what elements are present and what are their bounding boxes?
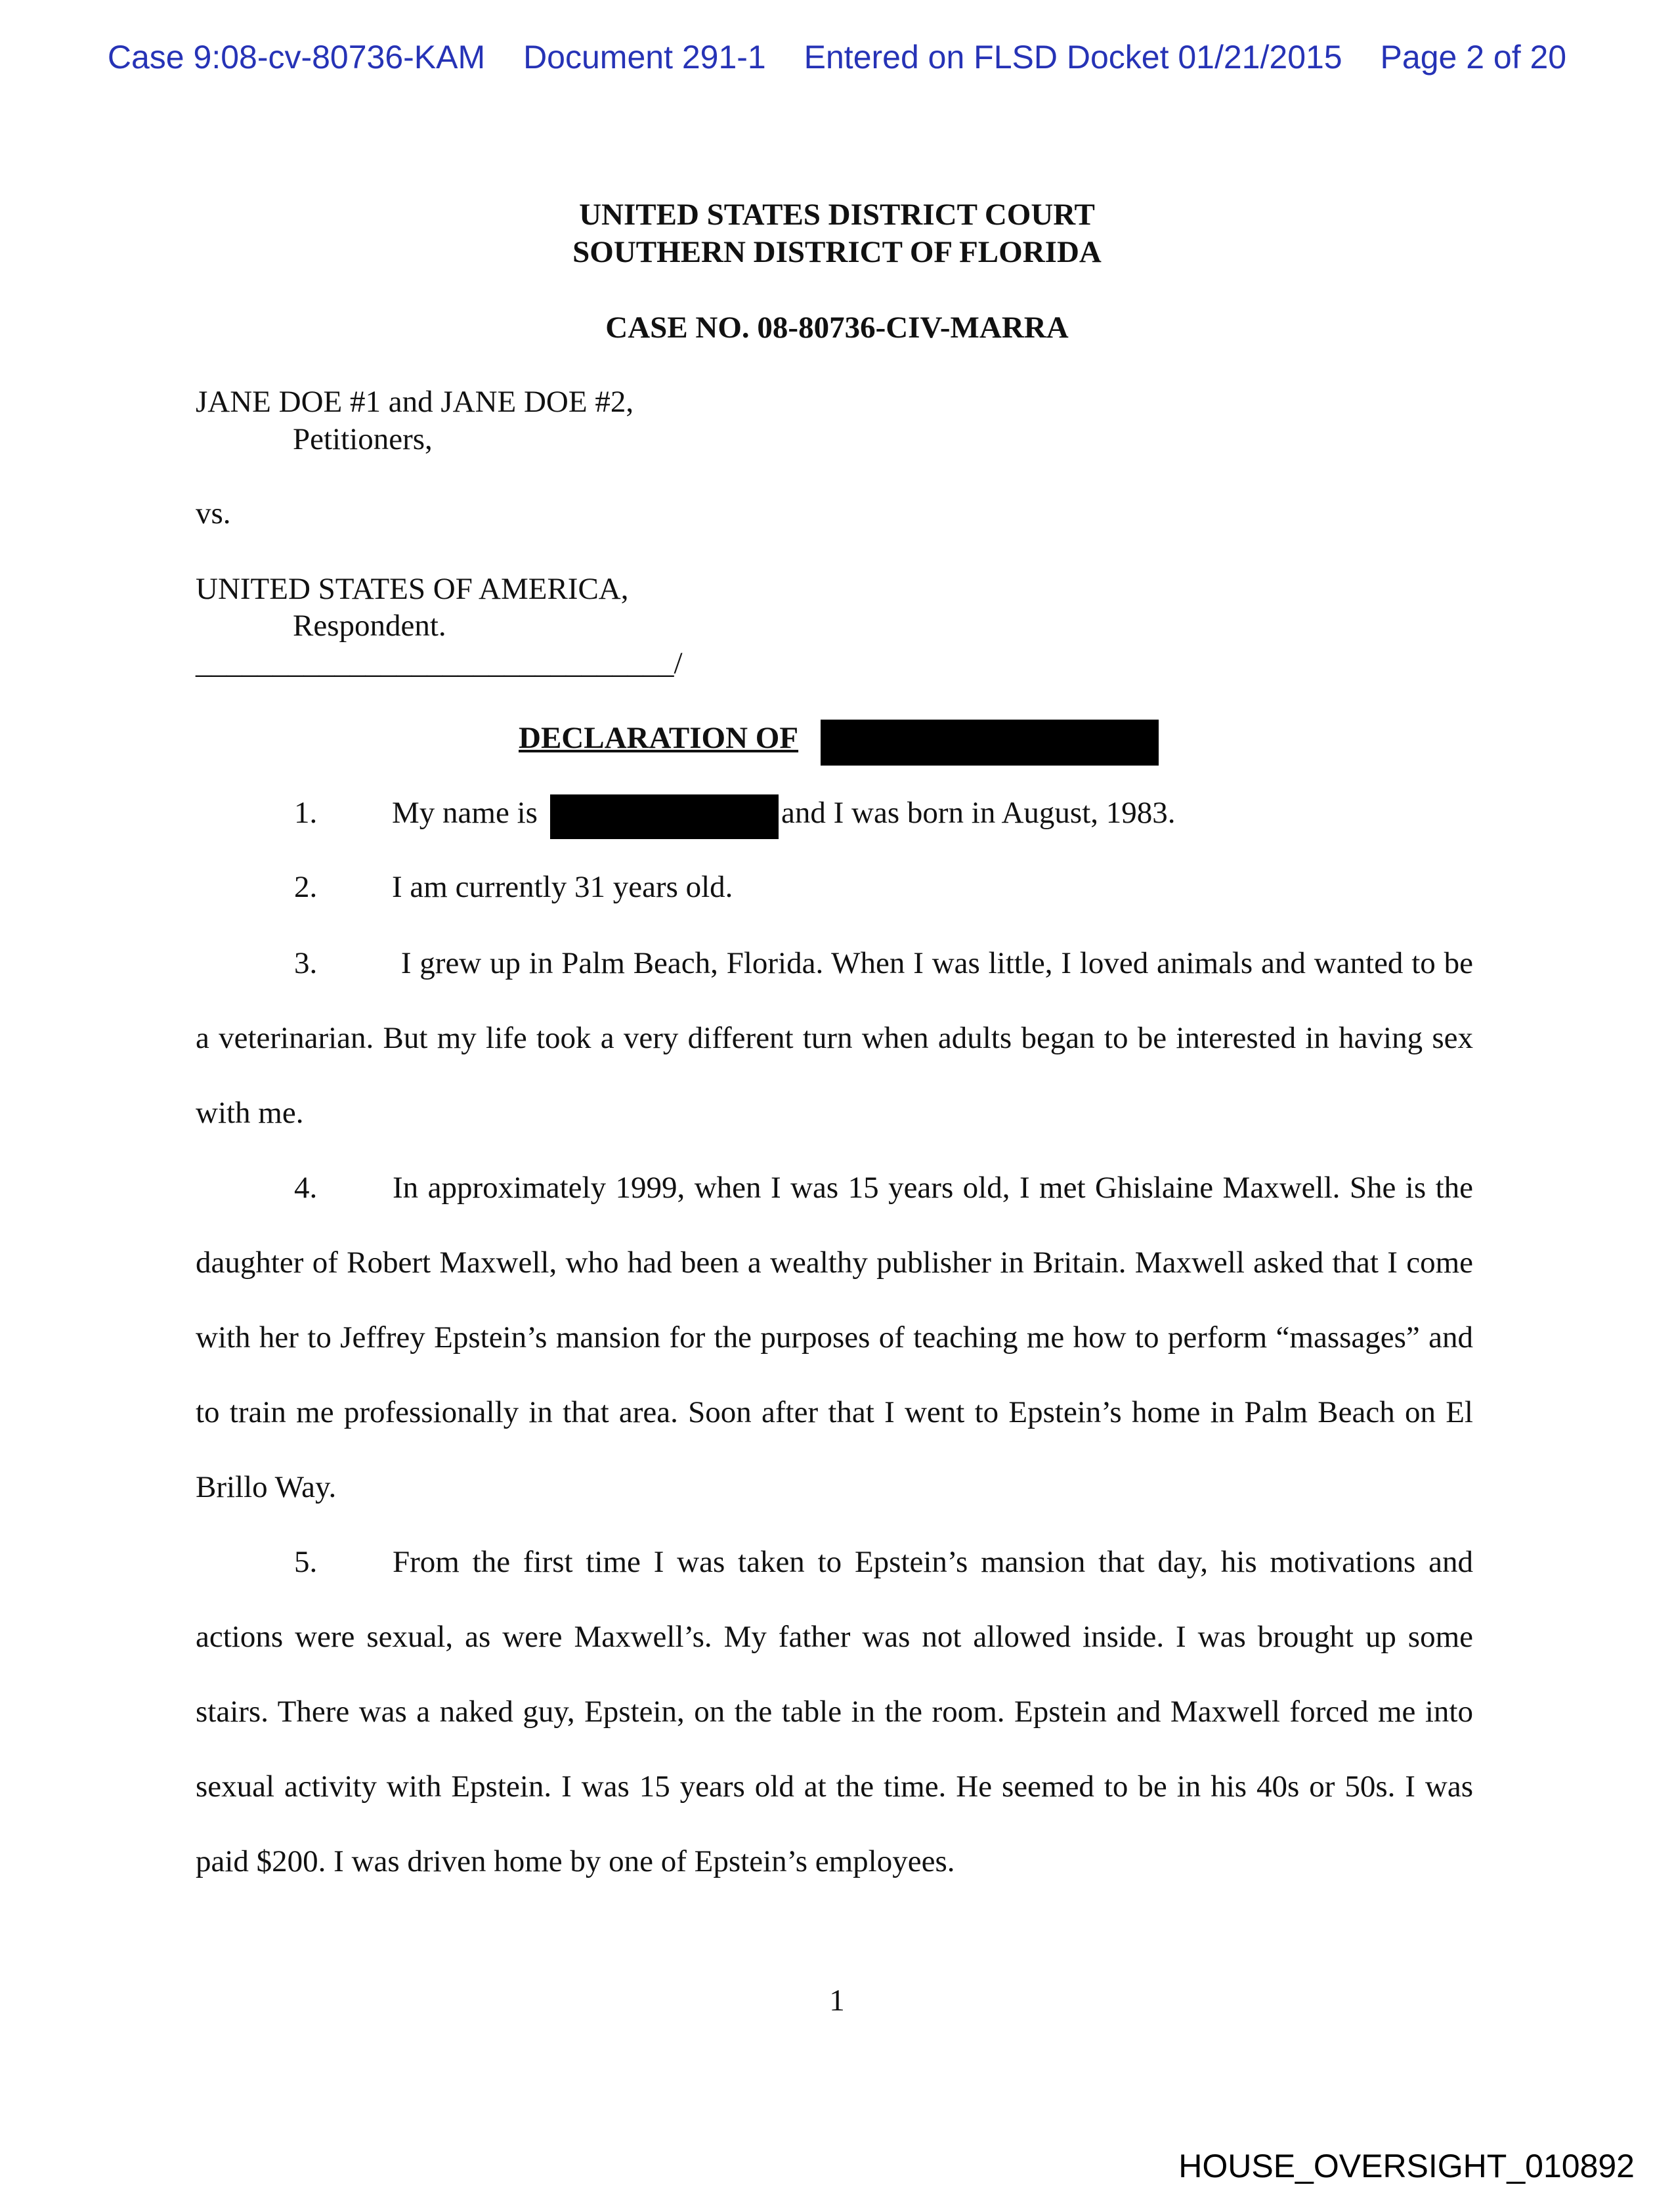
- entered-date-stamp: Entered on FLSD Docket 01/21/2015: [804, 39, 1342, 76]
- court-name: UNITED STATES DISTRICT COURT: [579, 198, 1095, 232]
- paragraph-5-number: 5.: [294, 1545, 318, 1579]
- caption-petitioners: JANE DOE #1 and JANE DOE #2,: [196, 385, 634, 419]
- page-count-stamp: Page 2 of 20: [1380, 39, 1567, 76]
- docket-header: [0, 38, 1674, 76]
- paragraph-1-lead: My name is: [392, 796, 538, 830]
- paragraph-2-text: I am currently 31 years old.: [392, 870, 733, 904]
- case-number-stamp: Case 9:08-cv-80736-KAM: [107, 39, 486, 76]
- caption-respondent-role: Respondent.: [293, 609, 446, 643]
- paragraph-3-text: I grew up in Palm Beach, Florida. When I was little, I loved animals and wanted to be a veterinarian. But my life took a very different turn when adults began to be interested in having sex with me.: [196, 946, 1473, 1130]
- paragraph-5: [196, 1525, 1473, 1899]
- caption-petitioners-role: Petitioners,: [293, 422, 433, 456]
- paragraph-1-number: 1.: [294, 796, 318, 830]
- paragraph-3-number: 3.: [294, 946, 318, 980]
- bates-number: HOUSE_OVERSIGHT_010892: [1178, 2148, 1635, 2184]
- caption-respondent: UNITED STATES OF AMERICA,: [196, 572, 629, 606]
- case-number: CASE NO. 08-80736-CIV-MARRA: [605, 311, 1069, 345]
- caption-rule-line: _______________________________/: [196, 646, 683, 680]
- paragraph-1-rest: and I was born in August, 1983.: [781, 796, 1176, 830]
- court-district: SOUTHERN DISTRICT OF FLORIDA: [572, 235, 1102, 269]
- paragraph-4: [196, 1150, 1473, 1525]
- paragraph-4-text: In approximately 1999, when I was 15 years old, I met Ghislaine Maxwell. She is the daughter of Robert Maxwell, who had been a wealthy publisher in Britain. Maxwell asked that I come with her to Jeffrey Epstein’s mansion for the purposes of teaching me how to perform “massages” and to train me professionally in that area. Soon after that I went to Epstein’s home in Palm Beach on El Brillo Way.: [196, 1171, 1473, 1504]
- paragraph-4-number: 4.: [294, 1171, 318, 1205]
- paragraph-5-text: From the first time I was taken to Epstein’s mansion that day, his motivations and actions were sexual, as were Maxwell’s. My father was not allowed inside. I was brought up some stairs. There was a naked guy, Epstein, on the table in the room. Epstein and Maxwell forced me into sexual activity with Epstein. I was 15 years old at the time. He seemed to be in his 40s or 50s. I was paid $200. I was driven home by one of Epstein’s employees.: [196, 1545, 1473, 1878]
- paragraph-3: [196, 926, 1473, 1150]
- document-number-stamp: Document 291-1: [523, 39, 766, 76]
- paragraph-2-number: 2.: [294, 870, 318, 904]
- page-number: 1: [829, 1984, 845, 2018]
- caption-versus: vs.: [196, 496, 231, 531]
- redaction-box-title: [821, 720, 1159, 766]
- redaction-box-name: [550, 794, 779, 839]
- declaration-title: DECLARATION OF: [519, 721, 799, 755]
